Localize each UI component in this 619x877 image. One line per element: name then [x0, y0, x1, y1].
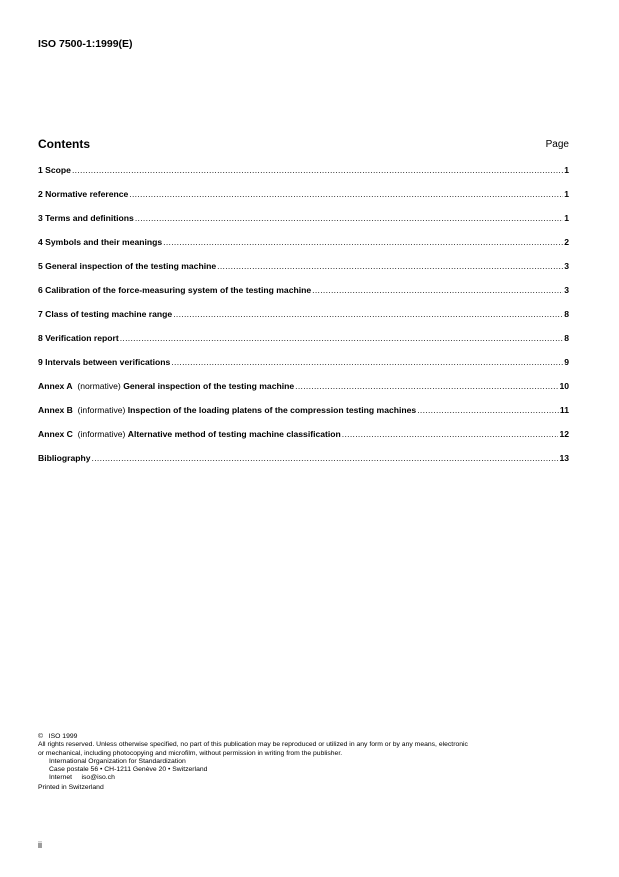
toc-entry[interactable]	[38, 285, 569, 309]
toc-page-number: 1	[564, 165, 569, 175]
toc-entry[interactable]	[38, 189, 569, 213]
toc-annex-type: (normative)	[77, 381, 121, 391]
toc-entry-title	[38, 357, 170, 367]
document-id: ISO 7500-1:1999(E)	[38, 38, 133, 50]
toc-entry-title	[38, 285, 311, 295]
toc-dot-leader	[173, 309, 563, 319]
toc-entry[interactable]	[38, 333, 569, 357]
toc-dot-leader	[295, 381, 558, 391]
toc-entry-label: 5 General inspection of the testing machine	[38, 261, 217, 271]
table-of-contents	[38, 165, 569, 477]
toc-entry[interactable]	[38, 429, 569, 453]
toc-dot-leader	[92, 453, 559, 463]
toc-entry[interactable]	[38, 309, 569, 333]
toc-entry-title	[38, 237, 162, 247]
page-number: ii	[38, 840, 42, 850]
toc-page-number: 1	[564, 189, 569, 199]
copyright-symbol: ©	[38, 733, 44, 740]
toc-page-number: 3	[564, 261, 569, 271]
toc-annex-title: Alternative method of testing machine classification	[127, 429, 341, 439]
postal-address: Case postale 56 • CH-1211 Genève 20 • Switzerland	[49, 766, 208, 774]
toc-dot-leader	[129, 189, 563, 199]
toc-entry-label: Annex A	[38, 381, 73, 391]
toc-page-number: 12	[559, 429, 569, 439]
toc-entry[interactable]	[38, 237, 569, 261]
toc-annex-type: (informative)	[77, 405, 126, 415]
copyright-year: ISO 1999	[48, 733, 78, 740]
toc-entry-title	[38, 405, 416, 415]
toc-entry-title	[38, 213, 134, 223]
toc-entry-label: 9 Intervals between verifications	[38, 357, 171, 367]
toc-dot-leader	[217, 261, 563, 271]
toc-page-number: 3	[564, 285, 569, 295]
toc-entry-title	[38, 429, 341, 439]
toc-entry[interactable]	[38, 405, 569, 429]
organization-name: International Organization for Standardization	[49, 757, 186, 765]
copyright-notice	[38, 733, 578, 792]
toc-annex-type: (informative)	[77, 429, 126, 439]
toc-page-number: 9	[564, 357, 569, 367]
toc-entry-label: Annex B	[38, 405, 73, 415]
toc-entry-label: Annex C	[38, 429, 73, 439]
rights-line-2: or mechanical, including photocopying and microfilm, without permission in writing from the publisher.	[38, 749, 343, 757]
toc-page-number: 8	[564, 309, 569, 319]
toc-entry-label: 7 Class of testing machine range	[38, 309, 173, 319]
toc-page-number: 1	[564, 213, 569, 223]
contents-heading: Contents	[38, 137, 90, 151]
toc-dot-leader	[72, 165, 563, 175]
toc-page-number: 11	[559, 405, 569, 415]
toc-entry-title	[38, 165, 71, 175]
toc-entry[interactable]	[38, 213, 569, 237]
toc-dot-leader	[417, 405, 559, 415]
toc-entry-label: 4 Symbols and their meanings	[38, 237, 163, 247]
toc-entry-label: 6 Calibration of the force-measuring system of the testing machine	[38, 285, 312, 295]
toc-entry-title	[38, 381, 294, 391]
internet-label: Internet	[49, 774, 73, 782]
toc-entry-label: 2 Normative reference	[38, 189, 129, 199]
toc-entry-title	[38, 453, 91, 463]
rights-line-1: All rights reserved. Unless otherwise specified, no part of this publication may be reproduced or utilized in any form or by any means, electronic	[38, 741, 468, 749]
toc-annex-title: General inspection of the testing machine	[123, 381, 295, 391]
toc-page-number: 10	[559, 381, 569, 391]
toc-page-number: 13	[559, 453, 569, 463]
toc-entry-label: 8 Verification report	[38, 333, 119, 343]
toc-entry[interactable]	[38, 261, 569, 285]
toc-entry[interactable]	[38, 453, 569, 477]
toc-page-number: 8	[564, 333, 569, 343]
toc-dot-leader	[120, 333, 564, 343]
toc-entry[interactable]	[38, 381, 569, 405]
toc-entry-label: Bibliography	[38, 453, 91, 463]
page-column-label: Page	[545, 139, 569, 150]
toc-entry-title	[38, 309, 172, 319]
toc-dot-leader	[342, 429, 559, 439]
toc-page-number: 2	[564, 237, 569, 247]
contact-email: iso@iso.ch	[81, 774, 115, 782]
toc-entry[interactable]	[38, 165, 569, 189]
toc-dot-leader	[312, 285, 563, 295]
toc-entry-label: 3 Terms and definitions	[38, 213, 134, 223]
toc-entry[interactable]	[38, 357, 569, 381]
toc-entry-title	[38, 189, 128, 199]
toc-entry-title	[38, 333, 119, 343]
toc-annex-title: Inspection of the loading platens of the compression testing machines	[127, 405, 417, 415]
toc-dot-leader	[163, 237, 563, 247]
printed-in: Printed in Switzerland	[38, 783, 104, 791]
toc-dot-leader	[135, 213, 563, 223]
toc-entry-label: 1 Scope	[38, 165, 71, 175]
toc-entry-title	[38, 261, 216, 271]
toc-dot-leader	[171, 357, 563, 367]
